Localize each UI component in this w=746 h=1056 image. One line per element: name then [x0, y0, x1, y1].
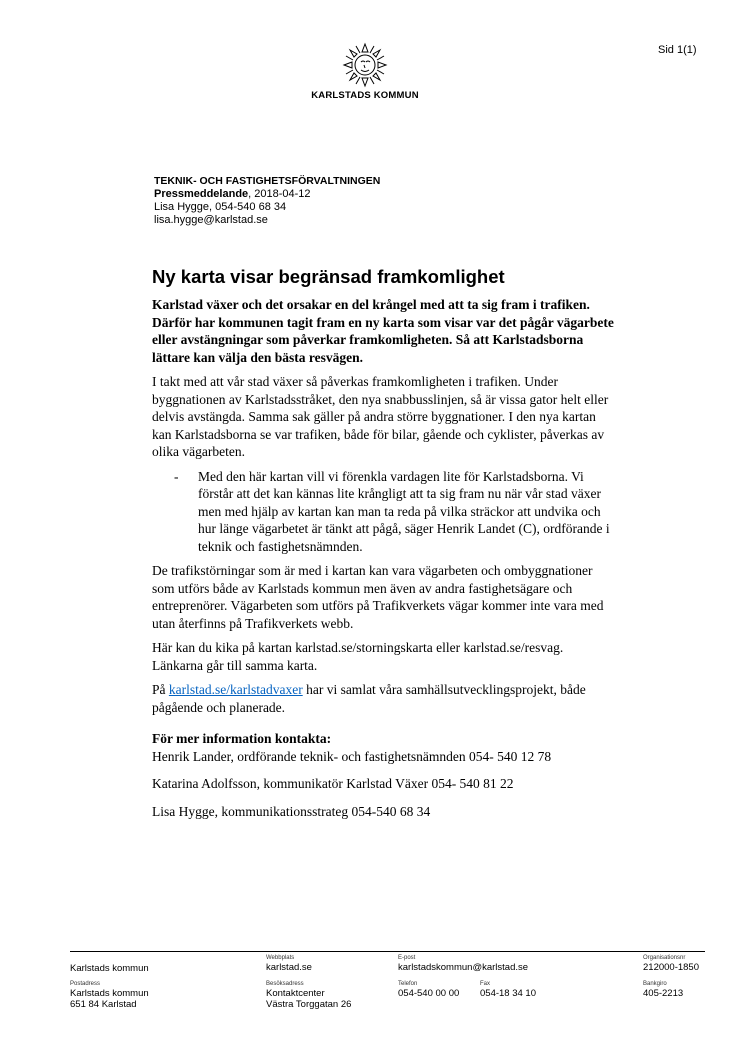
lead-paragraph: Karlstad växer och det orsakar en del krångel med att ta sig fram i trafiken. Därför har kommunen tagit fram en ny karta som visar var det pågår vägarbete eller avstängningar som påverkar framkomligheten. Så att Karlstadsborna lättare kan välja den bästa resvägen. [152, 297, 614, 365]
besoksadress-label: Besöksadress [266, 981, 304, 987]
sun-icon [342, 42, 388, 88]
paragraph-4 [152, 681, 617, 716]
department-name: TEKNIK- OCH FASTIGHETSFÖRVALTNINGEN [154, 175, 381, 187]
contact-email: lisa.hygge@karlstad.se [154, 214, 268, 226]
paragraph-1: I takt med att vår stad växer så påverkas framkomligheten i trafiken. Under byggnationen av Karlstadsstråket, den nya snabbusslinjen, så är vissa gator helt eller delvis avstängda. Samma sak gäller på andra större byggnationer. I den nya kartan kan Karlstadsborna se var trafiken, både för bilar, gående och cyklister, påverkas av olika vägarbeten. [152, 374, 609, 459]
bankgiro-label: Bankgiro [643, 981, 667, 987]
logo-text: KARLSTADS KOMMUN [311, 90, 419, 101]
footer-name-value: Karlstads kommun [70, 963, 149, 974]
contact-heading: För mer information kontakta: [152, 731, 332, 746]
orgnr-value: 212000-1850 [643, 962, 699, 973]
webbplats-value[interactable]: karlstad.se [266, 962, 312, 973]
postadress-line-2: 651 84 Karlstad [70, 999, 137, 1010]
bankgiro-value: 405-2213 [643, 988, 684, 999]
page-number: Sid 1(1) [658, 44, 697, 56]
contact-line: Lisa Hygge, 054-540 68 34 [154, 201, 287, 213]
orgnr-label: Organisationsnr [643, 955, 686, 961]
epost-label: E-post [398, 955, 416, 961]
press-label: Pressmeddelande [154, 188, 249, 200]
paragraph-3: Här kan du kika på kartan karlstad.se/storningskarta eller karlstad.se/resvag. Länkarna går till samma karta. [152, 640, 564, 673]
telefon-value: 054-540 00 00 [398, 988, 460, 999]
quote-dash: - [174, 468, 179, 484]
quote-item [152, 468, 617, 556]
municipality-logo [300, 42, 430, 101]
fax-label: Fax [480, 981, 491, 987]
footer-bankgiro [643, 981, 683, 999]
headline: Ny karta visar begränsad framkomlighet [152, 266, 505, 287]
footer-divider [70, 951, 705, 952]
article-body [152, 296, 617, 830]
telefon-label: Telefon [398, 981, 418, 987]
contact-item: Lisa Hygge, kommunikationsstrateg 054-540 68 34 [152, 803, 431, 819]
footer-besoksadress [266, 981, 351, 1010]
press-date: , 2018-04-12 [248, 188, 311, 200]
contact-item: Katarina Adolfsson, kommunikatör Karlstad Växer 054- 540 81 22 [152, 776, 514, 791]
footer-postadress [70, 981, 149, 1010]
contact-item: Henrik Lander, ordförande teknik- och fastighetsnämnden 054- 540 12 78 [152, 748, 552, 764]
epost-value[interactable]: karlstadskommun@karlstad.se [398, 962, 529, 973]
sender-block [154, 175, 380, 227]
footer-webbplats [266, 955, 312, 973]
paragraph-4-prefix: På [152, 682, 169, 697]
postadress-line-1: Karlstads kommun [70, 988, 149, 999]
besoksadress-line-2: Västra Torggatan 26 [266, 999, 352, 1010]
footer-orgnr [643, 955, 699, 973]
postadress-label: Postadress [70, 981, 101, 987]
paragraph-4-suffix: har vi samlat våra samhällsutvecklingsprojekt, både pågående och planerade. [152, 682, 586, 715]
webbplats-label: Webbplats [266, 955, 295, 961]
press-line [154, 188, 380, 201]
footer-telefon [398, 981, 459, 999]
karlstadvaxer-link[interactable]: karlstad.se/karlstadvaxer [168, 682, 303, 697]
footer-fax [480, 981, 536, 999]
quote-text: Med den här kartan vill vi förenkla vardagen lite för Karlstadsborna. Vi förstår att det kan kännas lite krångligt att ta sig fram nu när vår stad växer men med hjälp av kartan kan man ta reda på vilka sträckor att undvika och hur länge vägarbetet är tänkt att pågå, säger Henrik Landet (C), ordförande i teknik och fastighetsnämnden. [198, 468, 610, 554]
besoksadress-line-1: Kontaktcenter [266, 988, 325, 999]
contact-list [152, 748, 617, 821]
fax-value: 054-18 34 10 [480, 988, 536, 999]
footer-name [70, 963, 149, 974]
paragraph-2: De trafikstörningar som är med i kartan kan vara vägarbeten och ombyggnationer som utförs både av Karlstads kommun men även av andra fastighetsägare och entreprenörer. Vägarbeten som utförs på Trafikverkets vägar kommer inte vara med utan återfinns på Trafikverkets webb. [152, 563, 604, 631]
footer-epost [398, 955, 528, 973]
